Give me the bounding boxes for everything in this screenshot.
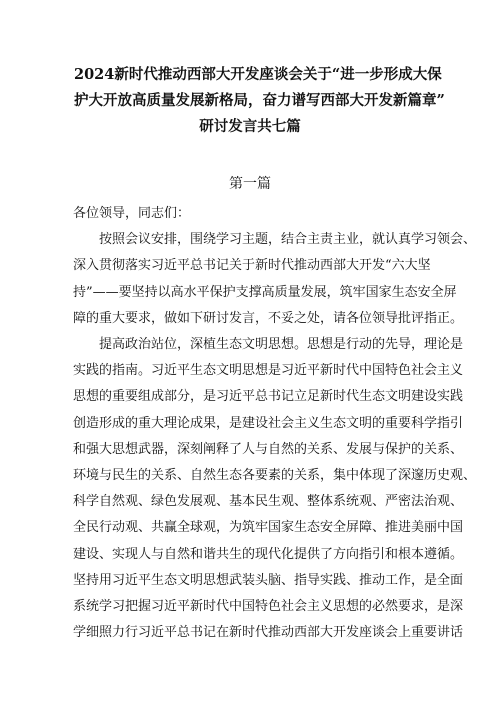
paragraph: [73, 332, 477, 646]
salutation: 各位领导，同志们：: [73, 206, 191, 221]
paragraph-line: 学细照力行习近平总书记在新时代推动西部大开发座谈会上重要讲话: [73, 625, 464, 641]
paragraph-line: 科学自然观、绿色发展观、基本民生观、整体系统观、严密法治观、: [73, 494, 464, 510]
title-line: 研讨发言共七篇: [199, 118, 301, 135]
paragraph-line: 持”——要坚持以高水平保护支撑高质量发展，筑牢国家生态安全屏: [73, 284, 457, 300]
paragraph-line: 系统学习把握习近平新时代中国特色社会主义思想的必然要求，是深: [73, 599, 464, 615]
document-body: [73, 201, 477, 646]
title-line: 2024新时代推动西部大开发座谈会关于“进一步形成大保: [74, 66, 442, 83]
paragraph-line: 建设、实现人与自然和谐共生的现代化提供了方向指引和根本遵循。: [73, 546, 464, 562]
paragraph-line: 提高政治站位，深植生态文明思想。思想是行动的先导，理论是: [99, 337, 464, 353]
paragraph-line: 深入贯彻落实习近平总书记关于新时代推动西部大开发“六大坚: [73, 258, 431, 274]
paragraph-line: 和强大思想武器，深刻阐释了人与自然的关系、发展与保护的关系、: [73, 441, 464, 457]
paragraph-line: 环境与民生的关系、自然生态各要素的关系，集中体现了深邃历史观、: [73, 468, 477, 484]
paragraph-line: 坚持用习近平生态文明思想武装头脑、指导实践、推动工作，是全面: [73, 572, 464, 588]
paragraph: [73, 227, 477, 332]
chapter-heading: 第一篇: [229, 176, 271, 192]
paragraph-line: 创造形成的重大理论成果，是建设社会主义生态文明的重要科学指引: [73, 415, 464, 431]
document-title: [56, 62, 444, 140]
paragraph-line: 障的重大要求，做如下研讨发言，不妥之处，请各位领导批评指正。: [73, 310, 464, 326]
paragraph-line: 按照会议安排，围绕学习主题，结合主责主业，就认真学习领会、: [99, 232, 477, 248]
paragraph-line: 思想的重要组成部分，是习近平总书记立足新时代生态文明建设实践: [73, 389, 464, 405]
paragraph-line: 全民行动观、共赢全球观，为筑牢国家生态安全屏障、推进美丽中国: [73, 520, 464, 536]
title-line: 护大开放高质量发展新格局，奋力谱写西部大开发新篇章”: [74, 92, 445, 109]
paragraph-line: 实践的指南。习近平生态文明思想是习近平新时代中国特色社会主义: [73, 363, 464, 379]
